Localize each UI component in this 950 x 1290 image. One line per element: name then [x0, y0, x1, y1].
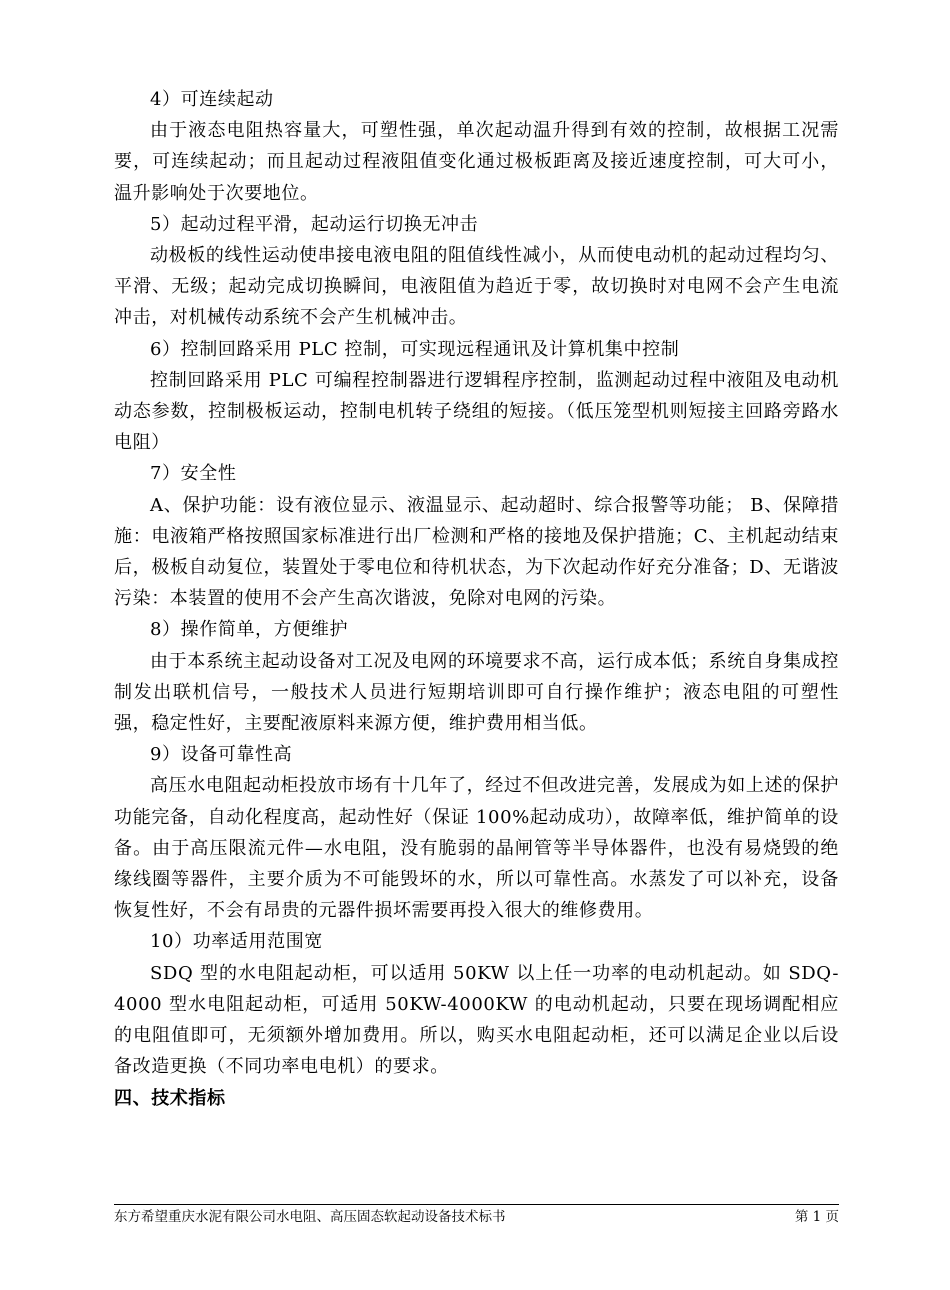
footer-page-number: 第 1 页 [794, 1209, 839, 1225]
item-heading-6: 6）控制回路采用 PLC 控制，可实现远程通讯及计算机集中控制 [150, 338, 680, 360]
footer-document-title: 东方希望重庆水泥有限公司水电阻、高压固态软起动设备技术标书 [114, 1209, 506, 1225]
item-paragraph-9: 高压水电阻起动柜投放市场有十几年了，经过不但改进完善，发展成为如上述的保护功能完备，自动化程度高，起动性好（保证 100%起动成功），故障率低，维护简单的设备。由于高压限流元件—水电阻，没有脆弱的晶闸管等半导体器件，也没有易烧毁的绝缘线圈等器件，主要介质为不可能毁坏的水，所以可靠性高。水蒸发了可以补充，设备恢复性好，不会有昂贵的元器件损坏需要再投入很大的维修费用。 [114, 775, 839, 922]
item-paragraph-7: A、保护功能：设有液位显示、液温显示、起动超时、综合报警等功能； B、保障措施：电液箱严格按照国家标准进行出厂检测和严格的接地及保护措施；C、主机起动结束后，极板自动复位，装置处于零电位和待机状态，为下次起动作好充分准备；D、无谐波污染：本装置的使用不会产生高次谐波，免除对电网的污染。 [114, 494, 839, 610]
item-paragraph-4: 由于液态电阻热容量大，可塑性强，单次起动温升得到有效的控制，故根据工况需要，可连续起动；而且起动过程液阻值变化通过极板距离及接近速度控制，可大可小，温升影响处于次要地位。 [114, 120, 839, 204]
item-paragraph-6: 控制回路采用 PLC 可编程控制器进行逻辑程序控制，监测起动过程中液阻及电动机动态参数，控制极板运动，控制电机转子绕组的短接。（低压笼型机则短接主回路旁路水电阻） [114, 369, 839, 454]
item-heading-10: 10）功率适用范围宽 [150, 931, 323, 953]
footer-divider [114, 1204, 839, 1205]
item-heading-7: 7）安全性 [150, 463, 237, 485]
item-heading-9: 9）设备可靠性高 [150, 744, 293, 766]
document-body [114, 84, 839, 1114]
section-heading: 四、技术指标 [114, 1087, 226, 1109]
item-paragraph-8: 由于本系统主起动设备对工况及电网的环境要求不高，运行成本低；系统自身集成控制发出联机信号，一般技术人员进行短期培训即可自行操作维护；液态电阻的可塑性强，稳定性好，主要配液原料来源方便，维护费用相当低。 [114, 650, 839, 735]
item-heading-8: 8）操作简单，方便维护 [150, 619, 349, 641]
item-paragraph-5: 动极板的线性运动使串接电液电阻的阻值线性减小，从而使电动机的起动过程均匀、平滑、无级；起动完成切换瞬间，电液阻值为趋近于零，故切换时对电网不会产生电流冲击，对机械传动系统不会产生机械冲击。 [114, 245, 839, 329]
item-heading-4: 4）可连续起动 [150, 89, 274, 110]
item-paragraph-10: SDQ 型的水电阻起动柜，可以适用 50KW 以上任一功率的电动机起动。如 SDQ-4000 型水电阻起动柜，可适用 50KW-4000KW 的电动机起动，只要在现场调配相应的电阻值即可，无须额外增加费用。所以，购买水电阻起动柜，还可以满足企业以后设备改造更换（不同功率电电机）的要求。 [114, 962, 839, 1078]
item-heading-5: 5）起动过程平滑，起动运行切换无冲击 [150, 213, 479, 235]
